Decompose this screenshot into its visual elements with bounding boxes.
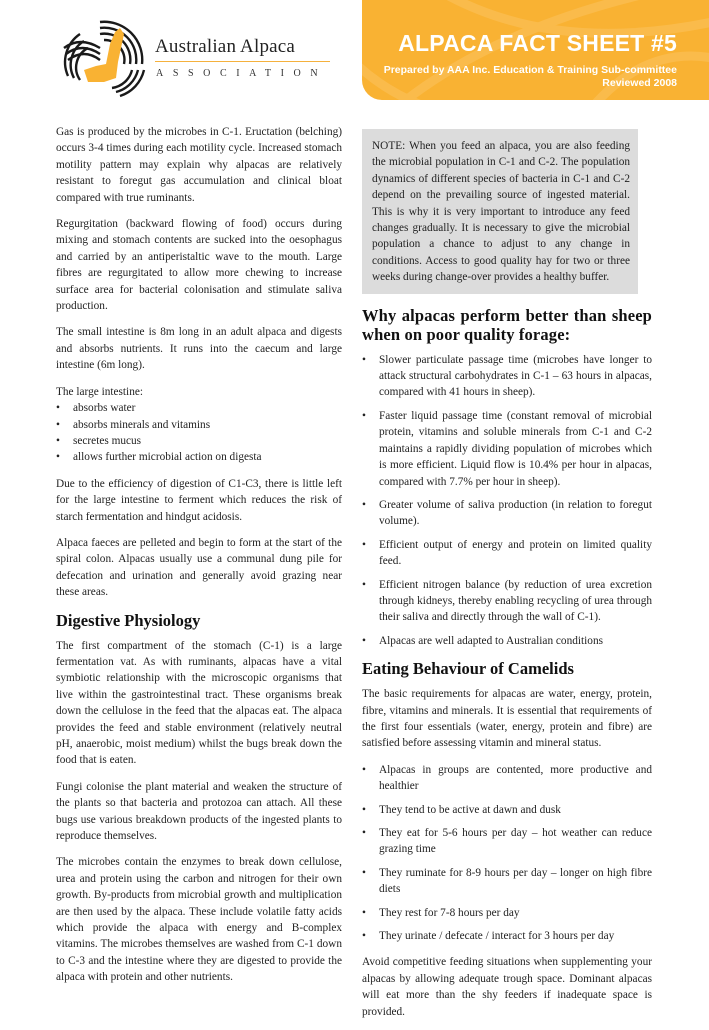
- why-alpacas-heading: Why alpacas perform better than sheep when on poor quality forage:: [362, 305, 652, 344]
- list-item: • Faster liquid passage time (constant removal of microbial protein, vitamins and soluble minerals from C-1 and C-2 maintains a rapidly dividing population of microbes which is more efficient. Liquid flow is 10.4% per hour in alpacas, compared with 7.7% per hour in sheep).: [362, 409, 652, 488]
- list-item: • absorbs water: [56, 400, 342, 416]
- bullet-icon: •: [362, 930, 366, 943]
- list-item: • They tend to be active at dawn and dusk: [362, 802, 652, 818]
- fact-sheet-banner: [362, 0, 709, 100]
- bullet-icon: •: [362, 866, 366, 879]
- org-subtitle: ASSOCIATION: [156, 68, 328, 79]
- bullet-icon: •: [56, 434, 60, 447]
- large-intestine-intro: The large intestine:: [56, 385, 143, 398]
- fungi-paragraph: Fungi colonise the plant material and weaken the structure of the plants so that bacteria and protozoa can attach. All these bugs use various breakdown products of the ingested plants to reproduce themselves.: [56, 780, 342, 843]
- bullet-icon: •: [362, 538, 366, 551]
- note-text: NOTE: When you feed an alpaca, you are also feeding the microbial population in C-1 and C-2. The population dynamics of different species of bacteria in C-1 and C-2 depend on the prevailing source of ingested material. This is why it is very important to introduce any feed changes gradually. It is necessary to give the microbial population a chance to adjust to any change in conditions. Access to good quality hay for two or three weeks during change-over provides a healthy buffer.: [372, 140, 630, 284]
- list-item: • Greater volume of saliva production (in relation to foregut volume).: [362, 498, 652, 528]
- eating-behaviour-heading: Eating Behaviour of Camelids: [362, 659, 574, 679]
- bullet-icon: •: [362, 763, 366, 776]
- logo-divider: [155, 61, 330, 62]
- list-item: • secretes mucus: [56, 433, 342, 449]
- list-item: • They eat for 5-6 hours per day – hot weather can reduce grazing time: [362, 827, 652, 856]
- bullet-icon: •: [362, 578, 366, 591]
- list-item: • They urinate / defecate / interact for 3 hours per day: [362, 928, 652, 944]
- bullet-icon: •: [362, 827, 366, 839]
- list-item: • They ruminate for 8-9 hours per day – longer on high fibre diets: [362, 866, 652, 896]
- eating-intro-paragraph: The basic requirements for alpacas are water, energy, protein, fibre, vitamins and minerals. It is essential that requirements of the first four essentials (water, energy, protein and fibre) are satisfied before assessing vitamin and mineral status.: [362, 688, 652, 750]
- org-name: Australian Alpaca: [155, 36, 296, 57]
- reviewed-date: Reviewed 2008: [602, 77, 677, 89]
- bullet-icon: •: [362, 634, 366, 647]
- fermentation-paragraph: The first compartment of the stomach (C-1) is a large fermentation vat. As with ruminants, alpacas have a vital symbiotic relationship with the microscopic organisms that live within the gastrointestinal tract. These organisms break down the cellulose in the feed that the alpacas eat. The alpaca provides the feed and stable environment (relatively neutral pH, anaerobic, moist medium) whilst the bugs break down the food that is eaten.: [56, 639, 342, 767]
- closing-paragraph: Avoid competitive feeding situations when supplementing your alpacas by allowing adequate trough space. Dominant alpacas will eat more than the shy feeders if inadequate space is provided.: [362, 956, 652, 1018]
- bullet-icon: •: [362, 498, 366, 511]
- left-column: [56, 124, 342, 996]
- bullet-icon: •: [56, 402, 60, 415]
- faeces-paragraph: Alpaca faeces are pelleted and begin to form at the start of the spiral colon. Alpacas usually use a communal dung pile for defecation and urination and generally avoid grazing near these areas.: [56, 536, 342, 599]
- list-item: • absorbs minerals and vitamins: [56, 417, 342, 433]
- digestive-physiology-heading: Digestive Physiology: [56, 610, 201, 630]
- list-item: • allows further microbial action on digesta: [56, 449, 342, 465]
- list-item: • Alpacas are well adapted to Australian conditions: [362, 633, 652, 649]
- list-item: • Alpacas in groups are contented, more productive and healthier: [362, 763, 652, 793]
- regurgitation-paragraph: Regurgitation (backward flowing of food) occurs during mixing and stomach contents are sucked into the oesophagus and carried by an antiperistaltic wave to the mouth. Large fibres are regurgitated to allow more chewing to increase surface area for bacterial colonisation and stimulate saliva production.: [56, 218, 342, 313]
- fact-sheet-credits: [384, 64, 677, 90]
- list-item: • They rest for 7-8 hours per day: [362, 905, 652, 921]
- bullet-icon: •: [362, 409, 366, 422]
- bullet-icon: •: [56, 451, 60, 464]
- why-alpacas-list: [362, 352, 652, 650]
- eating-behaviour-list: [362, 762, 652, 945]
- right-column: [362, 129, 652, 1030]
- bullet-icon: •: [362, 803, 366, 816]
- bullet-icon: •: [362, 353, 366, 366]
- microbes-paragraph: The microbes contain the enzymes to break down cellulose, urea and protein using the carbon and nitrogen for their own growth. By-products from microbial growth and multiplication are then used by the alpaca. These include volatile fatty acids which provide the alpaca with energy and B-complex vitamins. The microbes themselves are washed from C-1 down to C-3 and the intestine where they are digested to provide the alpaca with protein and other nutrients.: [56, 856, 342, 984]
- prepared-by: Prepared by AAA Inc. Education & Training Sub-committee: [383, 64, 677, 76]
- small-intestine-paragraph: The small intestine is 8m long in an adult alpaca and digests and absorbs nutrients. It runs into the caecum and large intestine (6m long).: [56, 326, 342, 372]
- bullet-icon: •: [362, 906, 366, 919]
- org-logo: [60, 14, 360, 99]
- note-box: [362, 129, 638, 294]
- digestion-efficiency-paragraph: Due to the efficiency of digestion of C1-C3, there is little left for the large intestine to ferment which reduces the risk of starch fermentation and hindgut acidosis.: [56, 477, 342, 523]
- large-intestine-list: [56, 400, 342, 466]
- bullet-icon: •: [56, 418, 60, 431]
- gas-paragraph: Gas is produced by the microbes in C-1. Eructation (belching) occurs 3-4 times during each motility cycle. Increased stomach motility pattern may explain why alpacas are relatively resistant to foregut gas accumulation and clinical bloat compared with true ruminants.: [56, 126, 342, 204]
- list-item: • Efficient nitrogen balance (by reduction of urea excretion through kidneys, thereby enabling recycling of urea through their saliva and directly through the wall of C-1).: [362, 578, 652, 624]
- alpaca-logo-icon: [60, 14, 150, 99]
- fact-sheet-title: ALPACA FACT SHEET #5: [398, 30, 677, 56]
- list-item: • Slower particulate passage time (microbes have longer to attack structural carbohydrates in C-1 – 63 hours in alpacas, compared with 41 hours in sheep).: [362, 353, 652, 399]
- list-item: • Efficient output of energy and protein on limited quality feed.: [362, 538, 652, 568]
